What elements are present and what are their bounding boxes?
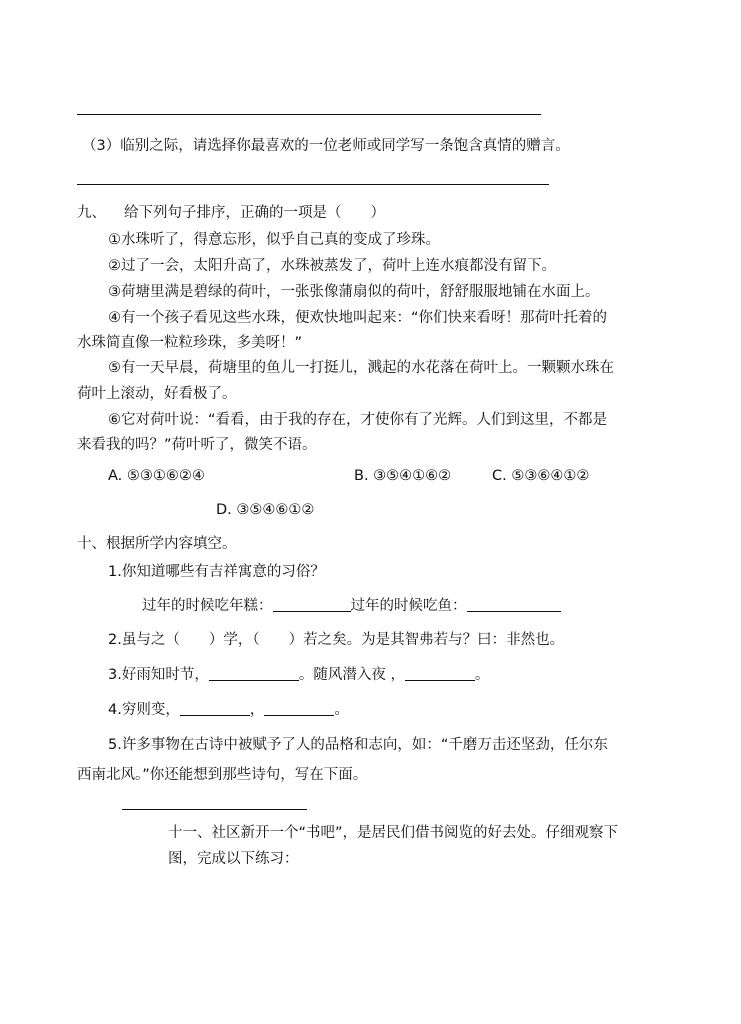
q9-sentence-5-cont: 荷叶上滚动，好看极了。 [77, 386, 237, 402]
answer-line-q8-3 [77, 184, 549, 185]
q10-sub-1-prompt-a: 过年的时候吃年糕： [142, 598, 273, 614]
answer-line-q8-2 [77, 114, 541, 115]
q9-sentence-4: ④有一个孩子看见这些水珠，便欢快地叫起来：“你们快来看呀！那荷叶托着的 [108, 310, 608, 326]
q10-sub-4-part-a: 4.穷则变， [108, 702, 180, 718]
q9-prompt: 给下列句子排序，正确的一项是（ ） [124, 205, 385, 221]
q10-sub-3-part-b: 。随风潜入夜 ， [298, 667, 405, 683]
q10-sub-1: 1.你知道哪些有吉祥寓意的习俗？ [108, 564, 325, 580]
q9-sentence-3: ③荷塘里满是碧绿的荷叶，一张张像蒲扇似的荷叶，舒舒服服地铺在水面上。 [108, 284, 600, 300]
q9-option-d: D. ③⑤④⑥①② [216, 502, 315, 518]
q10-sub-1-answers [142, 596, 561, 616]
answer-blank-chi-yu[interactable] [467, 597, 561, 612]
q9-sentence-2: ②过了一会，太阳升高了，水珠被蒸发了，荷叶上连水痕都没有留下。 [108, 258, 556, 274]
q9-number: 九、 [77, 205, 106, 221]
q9-option-c: C. ⑤③⑥④①② [492, 468, 590, 484]
q10-sub-4-part-c: 。 [334, 702, 349, 718]
q9-sentence-6-cont: 来看我的吗？”荷叶听了，微笑不语。 [77, 437, 317, 453]
q10-sub-3-part-c: 。 [474, 667, 490, 683]
answer-blank-nian-gao[interactable] [273, 597, 351, 612]
q10-sub-5-line-1: 5.许多事物在古诗中被赋予了人的品格和志向，如：“千磨万击还坚劲，任尔东 [108, 737, 608, 753]
q10-title: 十、根据所学内容填空。 [77, 536, 237, 552]
q9-option-b: B. ③⑤④①⑥② [354, 468, 452, 484]
q9-sentence-4-cont: 水珠简直像一粒粒珍珠，多美呀！” [77, 335, 303, 351]
q10-sub-5-line-2: 西南北风。”你还能想到那些诗句，写在下面。 [77, 767, 368, 783]
answer-line-q10-5 [122, 809, 307, 810]
q9-sentence-5: ⑤有一天早晨，荷塘里的鱼儿一打挺儿，溅起的水花落在荷叶上。一颗颗水珠在 [108, 360, 614, 376]
answer-blank-poem-2[interactable] [405, 666, 475, 681]
q10-sub-4-part-b: ， [249, 702, 265, 718]
q8-item-3: （3）临别之际，请选择你最喜欢的一位老师或同学写一条饱含真情的赠言。 [82, 138, 570, 154]
q10-sub-3-part-a: 3.好雨知时节， [108, 667, 209, 683]
q11-line-1: 十一、社区新开一个“书吧”，是居民们借书阅览的好去处。仔细观察下 [168, 825, 619, 841]
q10-sub-4 [108, 700, 349, 720]
answer-blank-qiong-2[interactable] [264, 701, 334, 716]
q10-sub-2: 2.虽与之（ ）学，（ ）若之矣。为是其智弗若与？曰：非然也。 [108, 632, 565, 648]
q9-option-a: A. ⑤③①⑥②④ [108, 468, 205, 484]
q10-sub-1-prompt-b: 过年的时候吃鱼： [350, 598, 467, 614]
q9-sentence-1: ①水珠听了，得意忘形，似乎自己真的变成了珍珠。 [108, 232, 440, 248]
answer-blank-poem-1[interactable] [209, 666, 299, 681]
q10-sub-3 [108, 665, 489, 685]
answer-blank-qiong-1[interactable] [180, 701, 250, 716]
q9-sentence-6: ⑥它对荷叶说：“看看，由于我的存在，才使你有了光辉。人们到这里，不都是 [108, 412, 608, 428]
q11-line-2: 图，完成以下练习： [168, 851, 299, 867]
